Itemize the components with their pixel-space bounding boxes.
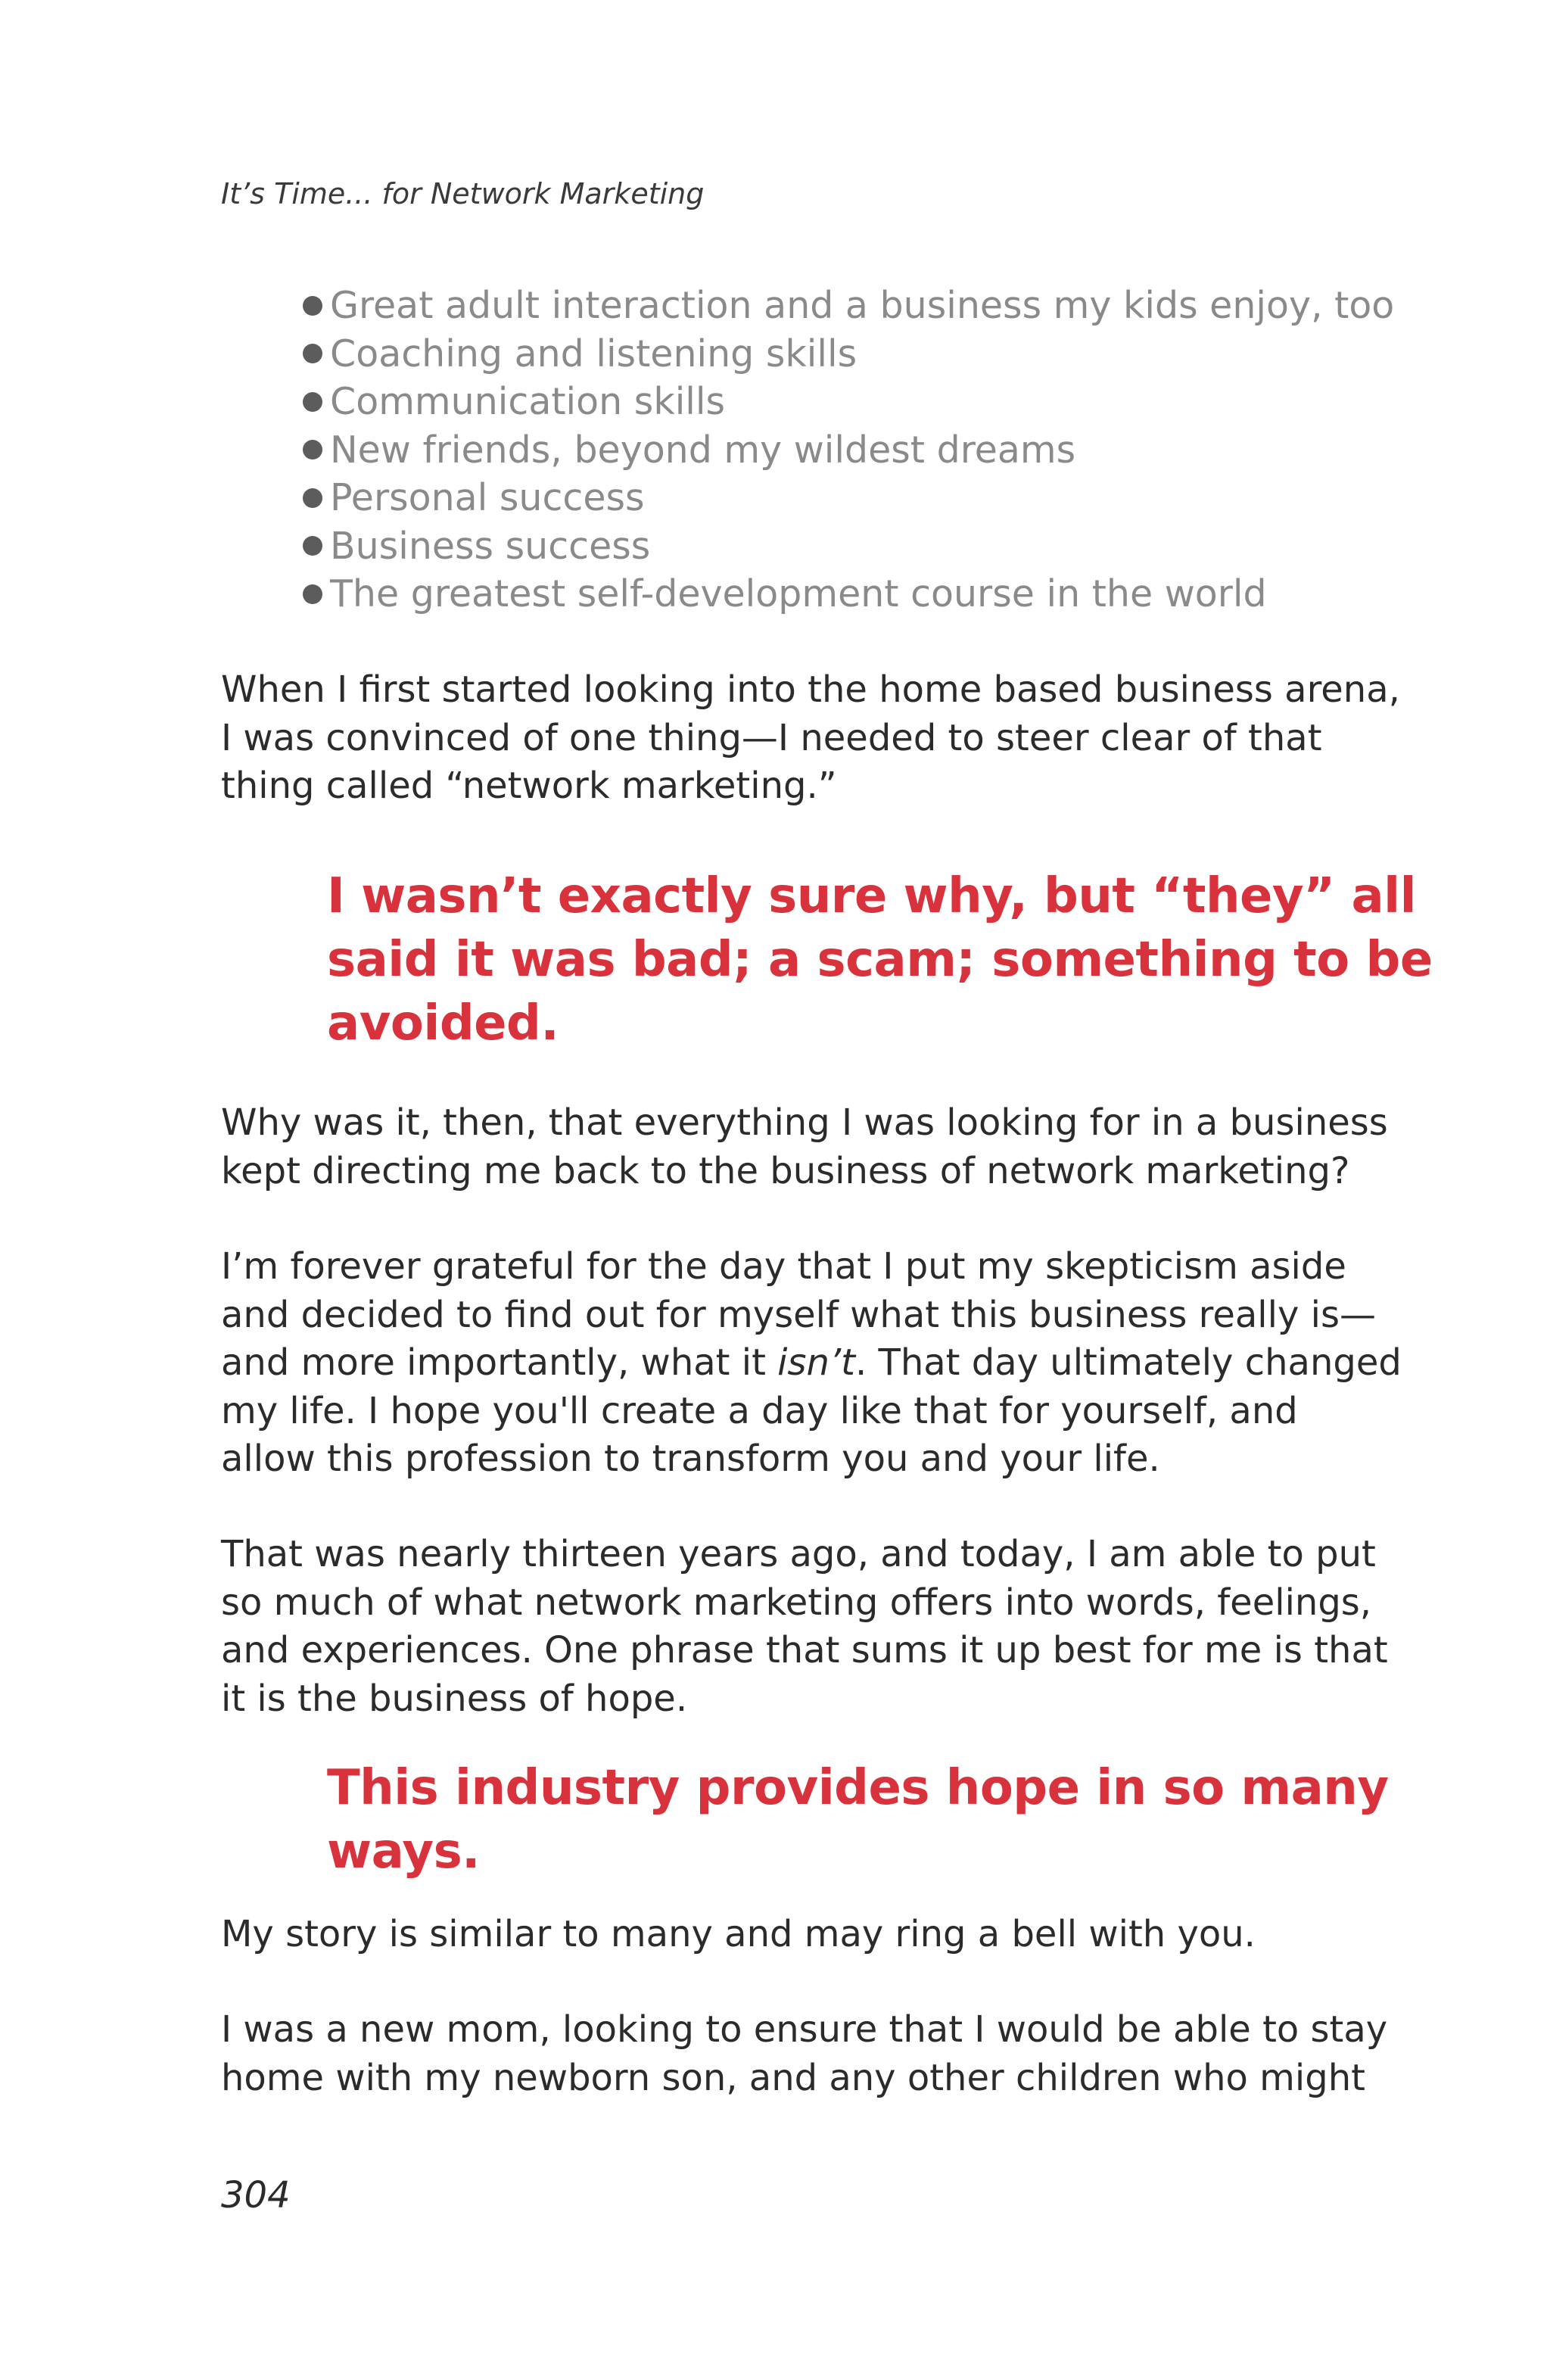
list-item	[303, 474, 1362, 522]
list-item	[303, 570, 1362, 618]
pull-quote-scam	[327, 864, 1433, 1055]
benefits-list	[303, 282, 1395, 618]
list-item-text: The greatest self-development course in the world	[330, 572, 1267, 616]
text-line: kept directing me back to the business of network marketing?	[221, 1149, 1350, 1192]
bullet-icon	[303, 440, 322, 459]
list-item-text: Business success	[330, 524, 651, 568]
pull-quote-line: avoided.	[327, 995, 559, 1051]
paragraph-why	[221, 1099, 1388, 1195]
bullet-icon	[303, 584, 322, 604]
pull-quote-line: said it was bad; a scam; something to be	[327, 932, 1433, 988]
text-line: thing called “network marketing.”	[221, 765, 837, 807]
text-line: My story is similar to many and may ring a bell with you.	[221, 1913, 1256, 1955]
list-item-text: Coaching and listening skills	[330, 332, 857, 375]
text-run: . That day ultimately changed	[854, 1341, 1402, 1384]
text-line: allow this profession to transform you and your life.	[221, 1438, 1160, 1480]
page-number: 304	[221, 2174, 291, 2216]
text-line: and experiences. One phrase that sums it up best for me is that	[221, 1629, 1388, 1671]
bullet-icon	[303, 344, 322, 363]
text-line: home with my newborn son, and any other children who might	[221, 2056, 1365, 2099]
list-item	[303, 378, 1362, 426]
list-item-text: New friends, beyond my wildest dreams	[330, 428, 1076, 472]
text-line: and decided to find out for myself what this business really is—	[221, 1293, 1376, 1336]
text-line: That was nearly thirteen years ago, and today, I am able to put	[221, 1533, 1376, 1575]
bullet-icon	[303, 488, 322, 508]
paragraph-new-mom	[221, 2006, 1388, 2102]
list-item	[303, 426, 1362, 475]
list-item-text: Personal success	[330, 476, 645, 520]
pull-quote-line: This industry provides hope in so many	[327, 1760, 1389, 1816]
text-line: it is the business of hope.	[221, 1677, 688, 1720]
text-line	[221, 1339, 1402, 1388]
list-item	[303, 330, 1362, 378]
bullet-icon	[303, 536, 322, 556]
pull-quote-hope	[327, 1756, 1387, 1883]
text-line: I was convinced of one thing—I needed to steer clear of that	[221, 716, 1322, 759]
text-line: When I first started looking into the home based business arena,	[221, 668, 1400, 711]
list-item	[303, 522, 1362, 571]
bullet-icon	[303, 296, 322, 316]
emphasis-text: isn’t	[777, 1341, 855, 1384]
running-header: It’s Time... for Network Marketing	[221, 177, 705, 210]
text-line: I was a new mom, looking to ensure that I would be able to stay	[221, 2008, 1388, 2051]
text-line: my life. I hope you'll create a day like that for yourself, and	[221, 1389, 1298, 1432]
list-item-text: Great adult interaction and a business my kids enjoy, too	[330, 284, 1395, 328]
paragraph-intro	[221, 666, 1400, 811]
paragraph-story	[221, 1911, 1341, 1959]
text-line: I’m forever grateful for the day that I put my skepticism aside	[221, 1245, 1346, 1288]
paragraph-thirteen-years	[221, 1531, 1388, 1723]
pull-quote-line: ways.	[327, 1824, 480, 1880]
paragraph-grateful	[221, 1243, 1402, 1484]
text-run: and more importantly, what it	[221, 1341, 778, 1384]
bullet-icon	[303, 392, 322, 412]
list-item-text: Communication skills	[330, 380, 726, 424]
text-line: so much of what network marketing offers into words, feelings,	[221, 1581, 1372, 1624]
text-line: Why was it, then, that everything I was looking for in a business	[221, 1101, 1388, 1144]
list-item	[303, 282, 1395, 330]
pull-quote-line: I wasn’t exactly sure why, but “they” all	[327, 868, 1417, 924]
